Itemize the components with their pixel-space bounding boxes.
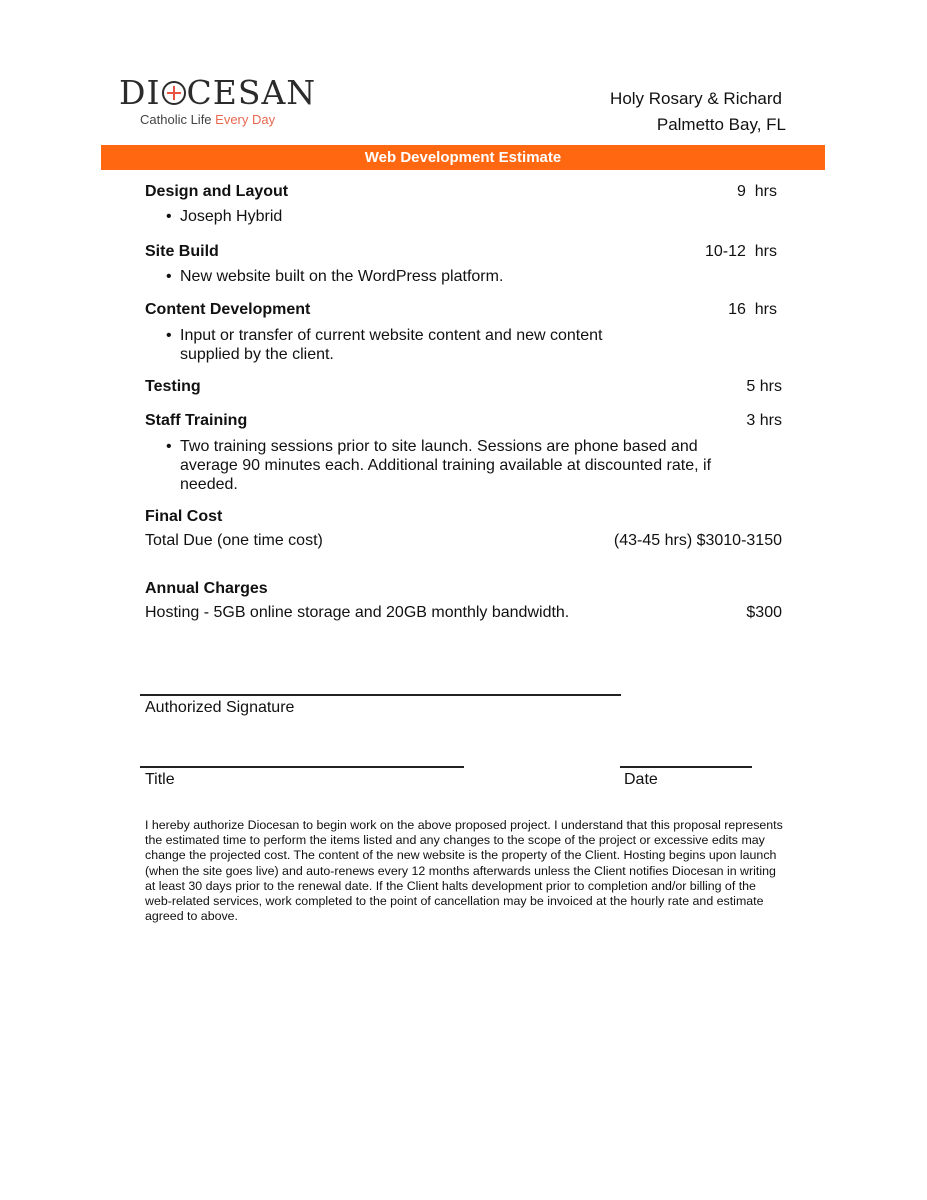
logo-tagline <box>140 112 275 127</box>
annual-charges-heading <box>145 580 782 598</box>
item-label: Testing <box>145 378 201 395</box>
hosting-label: Hosting - 5GB online storage and 20GB monthly bandwidth. <box>145 604 570 621</box>
logo-word-end: CESAN <box>186 73 317 112</box>
bullet-text: New website built on the WordPress platform. <box>180 268 504 285</box>
hosting-value: $300 <box>746 604 782 621</box>
bullet-icon: • <box>166 268 172 285</box>
client-info <box>610 86 786 138</box>
item-bullet <box>166 207 726 226</box>
signature-line[interactable] <box>140 694 621 696</box>
final-cost-row <box>145 532 782 550</box>
title-line[interactable] <box>140 766 464 768</box>
authorized-signature-label: Authorized Signature <box>145 699 295 716</box>
bullet-text: Joseph Hybrid <box>180 208 283 225</box>
client-location: Palmetto Bay, FL <box>656 115 786 134</box>
item-label: Staff Training <box>145 412 248 429</box>
item-hours: 9 hrs <box>736 183 777 200</box>
tagline-main: Catholic Life <box>140 112 216 127</box>
item-hours: 10-12 hrs <box>704 243 777 260</box>
item-bullet <box>166 326 626 364</box>
diocesan-logo <box>119 73 317 112</box>
client-name: Holy Rosary & Richard <box>610 89 782 108</box>
bullet-text: Two training sessions prior to site launch. Sessions are phone based and average 90 minutes each. Additional training available at discounted rate, if needed. <box>180 438 712 493</box>
date-label: Date <box>624 771 658 788</box>
line-item-testing <box>145 378 782 396</box>
estimate-banner: Web Development Estimate <box>101 145 825 170</box>
total-due-label: Total Due (one time cost) <box>145 532 323 549</box>
item-bullet <box>166 437 734 494</box>
item-hours: 5 hrs <box>746 378 782 395</box>
item-hours: 16 hrs <box>728 301 777 318</box>
item-hours: 3 hrs <box>746 412 782 429</box>
annual-charges-row <box>145 604 782 622</box>
bullet-text: Input or transfer of current website content and new content supplied by the client. <box>180 327 603 363</box>
bullet-icon: • <box>166 327 172 344</box>
heading-text: Final Cost <box>145 508 223 525</box>
final-cost-heading <box>145 508 782 526</box>
line-item-site-build <box>145 243 782 261</box>
item-bullet <box>166 267 726 286</box>
item-label: Content Development <box>145 301 311 318</box>
item-label: Design and Layout <box>145 183 289 200</box>
line-item-content <box>145 301 782 319</box>
line-item-design <box>145 183 782 201</box>
title-label: Title <box>145 771 175 788</box>
date-line[interactable] <box>620 766 752 768</box>
line-item-training <box>145 412 782 430</box>
item-label: Site Build <box>145 243 219 260</box>
authorization-fine-print: I hereby authorize Diocesan to begin work on the above proposed project. I understand that this proposal represents the estimated time to perform the items listed and any changes to the scope of the project or excessive edits may change the projected cost. The content of the new website is the property of the Client. Hosting begins upon launch (when the site goes live) and auto-renews every 12 months afterwards unless the Client notifies Diocesan in writing at least 30 days prior to the renewal date. If the Client halts development prior to completion and/or billing of the web-related services, work completed to the point of cancellation may be invoiced at the hourly rate and estimate agreed to above. <box>145 818 783 924</box>
cross-circle-icon <box>162 81 186 105</box>
bullet-icon: • <box>166 208 172 225</box>
tagline-accent: Every Day <box>215 112 276 127</box>
bullet-icon: • <box>166 438 172 455</box>
logo-word-start: DI <box>119 73 161 112</box>
heading-text: Annual Charges <box>145 580 268 597</box>
total-due-value: (43-45 hrs) $3010-3150 <box>613 532 782 549</box>
